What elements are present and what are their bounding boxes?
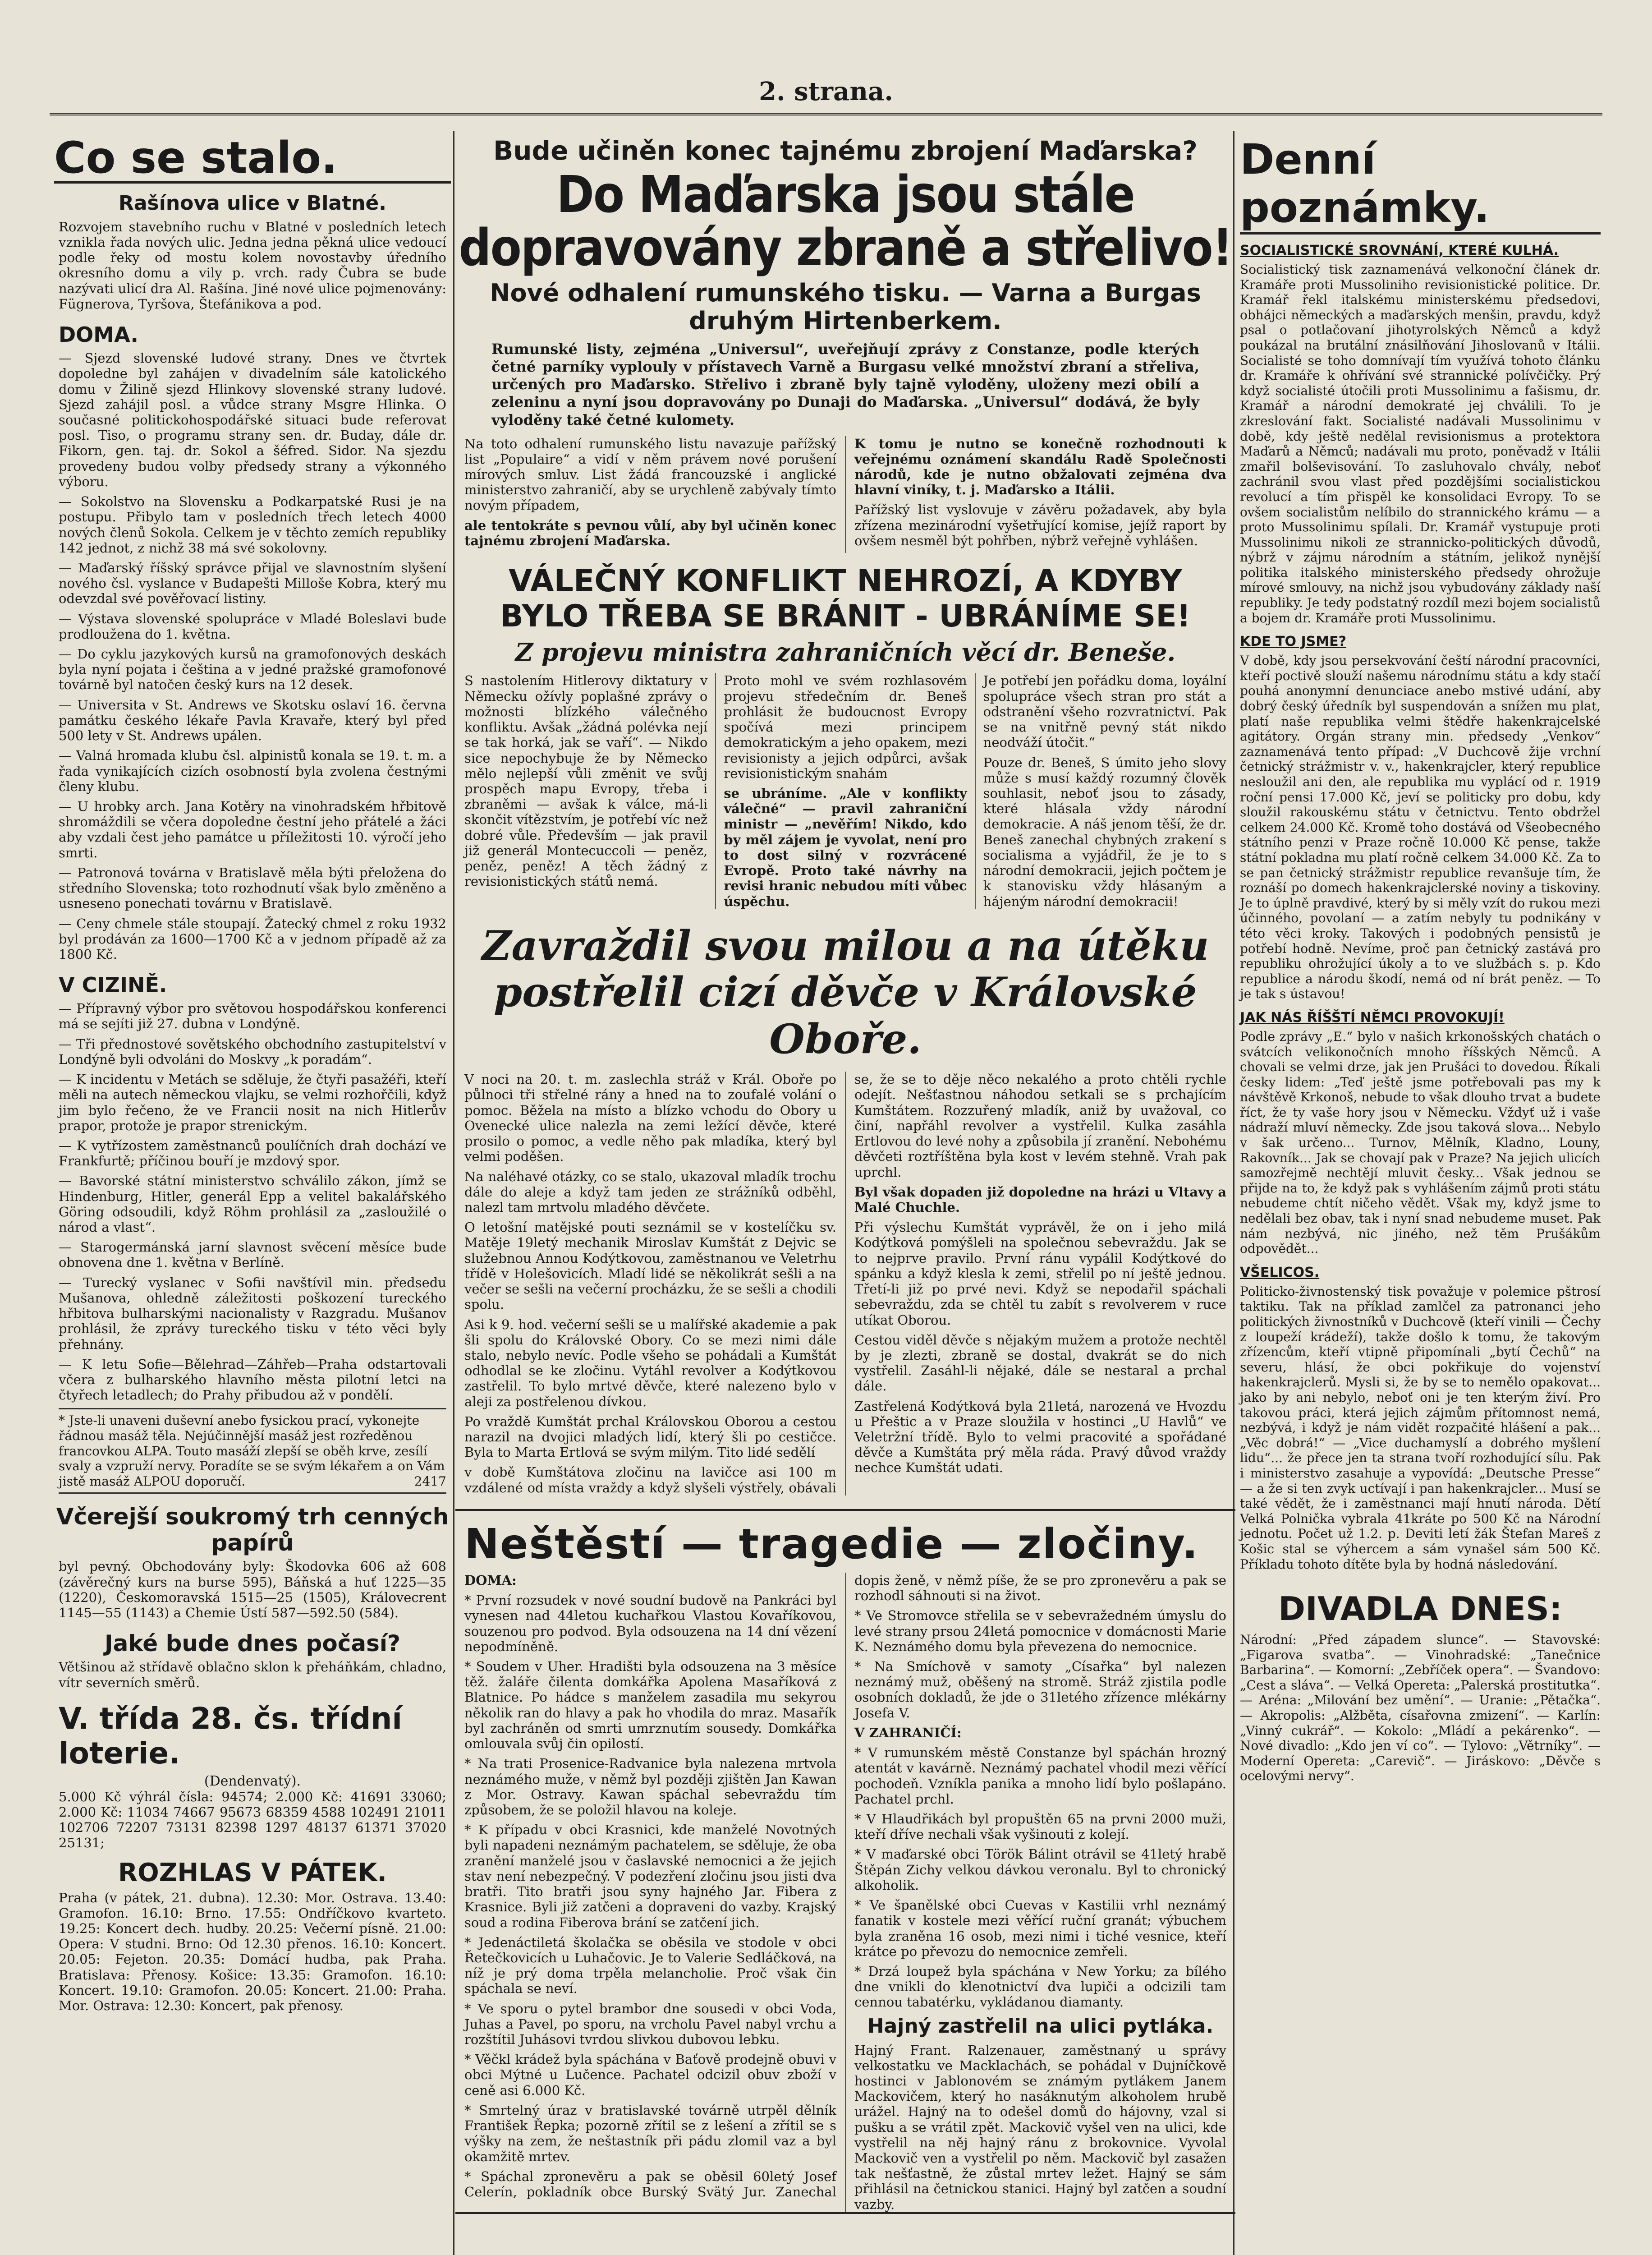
article-text: Asi k 9. hod. večerní sešli se u malířské akademie a pak šli spolu do Královské Obory. Co se mezi nimi dále stalo, nebylo nevíc. Podle všeho se pohádali a Kumštát odhodlal se ke zločinu. Vytáhl revolver a Kodýtkovou zastřelil. To bylo mrtvé děvče, které nalezeno bylo v aleji za postřelenou dívkou.	[464, 1316, 836, 1409]
article-body-maďarsko	[464, 436, 1226, 553]
main-subheadline: Nové odhalení rumunského tisku. — Varna a Burgas druhým Hirtenberkem.	[490, 279, 1201, 336]
headline-kde-to-jsme: KDE TO JSME?	[1240, 634, 1347, 650]
article-text: Proto mohl ve svém rozhlasovém projevu středečním dr. Beneš prohlásit že budoucnost Evropy spočívá mezi principem demokratickým a jeho opakem, mezi revisionisty a jejich odpůrci, avšak revisionistickým snahám	[724, 673, 967, 781]
crime-item: * Smrtelný úraz v bratislavské továrně utrpěl dělník František Řepka; pozorně zřítil se z lešení a zřítil se s výšky na zem, že neštastník při pádu zlomil vaz a byl okamžitě mrtev.	[464, 2102, 836, 2164]
subsection-doma: DOMA:	[464, 1572, 517, 1588]
crime-item: * První rozsudek v nové soudní budově na Pankráci byl vynesen nad 44letou kuchařkou Vlastou Kovaříkovou, souzenou pro podvod. Byla odsouzena na 14 dní vězení nepodmíněně.	[464, 1592, 836, 1654]
section-title-denni-poznamky: Denní poznámky.	[1240, 135, 1601, 235]
crime-item: * Drzá loupež byla spáchána v New Yorku; za bílého dne vnikli do klenotnictví dva lupiči a odcizili tam cennou tabatérku, vykládanou diamanty.	[854, 1963, 1226, 2010]
headline-divadla: DIVADLA DNES:	[1278, 1590, 1562, 1628]
article-text: Cestou viděl děvče s nějakým mužem a protože nechtěl by je zlezti, zbraně se dostal, dvakrát se do nich vystřelil. Zasáhl-li nějaké, dále se nestaral a prchal dále.	[854, 1332, 1226, 1394]
news-item: — U hrobky arch. Jana Kotěry na vinohradském hřbitově shromáždili se včera dopoledne čestní jeho přátelé a žáci aby vzdali čest jeho památce u příležitosti 10. výročí jeho smrti.	[59, 799, 446, 861]
middle-column	[455, 131, 1235, 2255]
article-text: Při výslechu Kumštát vyprávěl, že on i jeho milá Kodýtková pomýšleli na společnou sebevraždu. Jak se to nejprve pravilo. První ránu vypálil Kodýtkové do spánku a když klesla k zemi, střelil po ní ještě jednou. Třetí-li již po prvé nevi. Když se nepodařil spáchali sebevraždu, zda se chtěl tu zabít s revolverem v ruce utíkat Oborou.	[854, 1220, 1226, 1328]
crime-item: * V maďarské obci Török Bálint otrávil se 41letý hrabě Štěpán Zichy velkou dávkou veronalu. Byl to chronický alkoholik.	[854, 1846, 1226, 1893]
subheadline-benes: Z projevu ministra zahraničních věcí dr. Beneše.	[515, 638, 1176, 667]
article-body-vrazda	[464, 1072, 1226, 1496]
news-item: — Starogermánská jarní slavnost svěcení měsíce bude obnovena dne 1. května v Berlíně.	[59, 1239, 446, 1270]
news-item: — Universita v St. Andrews ve Skotsku oslaví 16. června památku českého lékaře Pavla Kravaře, který byl před 500 lety v St. Andrews upálen.	[59, 697, 446, 744]
radio-program: Praha (v pátek, 21. dubna). 12.30: Mor. Ostrava. 13.40: Gramofon. 16.10: Brno. 17.55: Ondříčkovo kvarteto. 19.25: Koncert dech. hudby. 20.25: Večerní písně. 21.00: Opera: V studni. Brno: Od 12.30 přenos. 16.10: Koncert. 20.05: Fejeton. 20.35: Domácí hudba, pak Praha. Bratislava: Přenosy. Košice: 13.35: Gramofon. 16.10: Koncert. 19.10: Gramofon. 20.05: Koncert. 21.00: Praha. Mor. Ostrava: 12.30: Koncert, pak přenosy.	[59, 1890, 446, 2014]
left-column	[50, 131, 455, 2255]
article-text: Podle zprávy „E.“ bylo v našich krkonošských chatách o svátcích velikonočních mnoho říšských Němců. A chovali se velmi drze, jak jen Prušáci to dovedou. Říkali česky lidem: „Teď ještě jsme potřebovali pas my k návštěvě Krkonoš, nebude to však dlouho trvat a budete říct, že ty vaše hory jsou v Německu. Vždyť už i vaše nádraží mluví německy. Zde jsou taková slova... Nebylo v šak určeno... Turnov, Mělník, Kladno, Louny, Rakovník... Jak se chovají pak v Praze? Na jejich ulicích samozřejmě nechtějí mluvit česky... Však jednou se přijde na to, že když pak s vyhlášením zájmů proti státu nebudeme chtít ničeho vědět. Však my, když jsme to nedělali bez obav, tak i nyní snad nebudeme muset. Pak nám nezbývá, nic jiného, než těm Prušákům odpovědět...	[1240, 1029, 1601, 1256]
theatre-listing: Národní: „Před západem slunce“. — Stavovské: „Figarova svatba“. — Vinohradské: „Tanečnice Barbarina“. — Komorní: „Zebříček opera“. — Švandovo: „Cest a sláva“. — Velká Opereta: „Palerská prostitutka“. — Aréna: „Milování bez umění“. — Uranie: „Pětačka“. — Akropolis: „Alžběta, císařovna zmizení“. — Karlín: „Vinný cukrář“. — Kokolo: „Mládí a pekárenko“. — Nové divadlo: „Kdo jen ví co“. — Tylovo: „Větrníky“. — Moderní Opereta: „Carevič“. — Jiráskovo: „Děvče s ocelovými nervy“.	[1240, 1632, 1601, 1784]
section-v-cizine: V CIZINĚ.	[59, 973, 167, 998]
news-item: — Maďarský říšský správce přijal ve slavnostním slyšení nového čsl. vyslance v Budapešti Milloše Kobra, který mu odevzdal své pověřovací listiny.	[59, 560, 446, 607]
news-item: — Patronová továrna v Bratislavě měla býti přeložena do středního Slovenska; toto rozhodnutí však bylo změněno a usneseno ponechati továrnu v Bratislavě.	[59, 865, 446, 911]
crime-item: * Spáchal zpronevěru a pak se oběsil 60letý Josef Celerín, pokladník obce Burský Svätý Jur. Zanechal dopis ženě, v němž píše, že se pro zpronevěru a pak se rozhodl sáhnouti si na život.	[464, 1572, 1226, 2200]
article-text: V době, kdy jsou persekvování čeští národní pracovníci, kteří poctivě slouží našemu národnímu státu a kdy stačí pouhá anonymní denunciace anebo mstivé udání, aby dobrý český úředník byl suspendován a snížen mu plat, platí naše republika velmi štědře hakenkrajcelské agitátory. Orgán strany min. předsedy „Venkov“ zaznamenává tento případ: „V Duchcově žije vrchní četnický strážmistr v. v., hakenkrajcler, který republice nesloužil ani den, ale republika mu vyplácí od r. 1919 roční pensi 17.000 Kč, jeví se politicky pro dobu, kdy sloužil rakouskému státu v četnictvu. Tento obdržel celkem 24.000 Kč. Kromě toho dostává od Všeobecného státního penzi v Praze ročně 10.000 Kč pense, takže státní pokladna mu platí ročně celkem 34.000 Kč. Za to se pan četnický strážmistr republice revanšuje tím, že roznáší po domech hakenkrajclerské noviny a tiskoviny. Je to úplně pravdivé, který by si měly vzít do rukou mezi účinného, povolaní — a zatím nebyly tu podnikány v této věci kroky. Takových i podobných pensistů je potřebí hodně. Nevíme, proč pan četnický zastává pro republiku ohrožující úkoly a to ve službách s. p. Kdo republice a národu škodí, nemá od ní brát peněz. — To je tak s ústavou!	[1240, 653, 1601, 1002]
headline-nestesti: Neštěstí — tragedie — zločiny.	[464, 1519, 1199, 1568]
lottery-day: (Dendenvatý).	[204, 1773, 301, 1789]
crime-item: * Jedenáctiletá školačka se oběsila ve stodole v obci Řetečkovicích u Luhačovic. Je to Valerie Sedláčková, na níž je prý doma trpěla melancholie. Proč však čin spáchala se neví.	[464, 1934, 836, 1997]
subsection-zahranici: V ZAHRANIČÍ:	[854, 1725, 962, 1740]
crime-item: * Na Smíchově v samoty „Císařka“ byl nalezen neznámý muž, oběšený na stromě. Stráž zjistila podle osobních dokladů, že jde o 31letého zřízence mlékárny Josefa V.	[854, 1659, 1226, 1721]
article-text: K tomu je nutno se konečně rozhodnouti k veřejnému oznámení skandálu Radě Společnosti národů, kde je nutno obžalovati zejména dva hlavní viníky, t. j. Maďarsko a Itálii.	[854, 436, 1226, 498]
news-item: — Tři přednostové sovětského obchodního zastupitelství v Londýně byli odvoláni do Moskvy „k poradám“.	[59, 1036, 446, 1067]
headline-loterie: V. třída 28. čs. třídní loterie.	[59, 1701, 403, 1771]
article-text: Byl však dopaden již dopoledne na hrázi u Vltavy a Malé Chuchle.	[854, 1184, 1226, 1215]
article-text: Zastřelená Kodýtková byla 21letá, narozená ve Hvozdu u Přeštic a v Praze sloužila v hostinci „U Havlů“ ve Veletržní třídě. Bylo to velmi pracovité a spořádané děvče a Kumštáta prý měla ráda. Pravý důvod vraždy nechce Kumštát udati.	[854, 1398, 1226, 1476]
headline-pocasi: Jaké bude dnes počasí?	[105, 1630, 400, 1657]
news-item: — Výstava slovenské spolupráce v Mladé Boleslavi bude prodloužena do 1. května.	[59, 611, 446, 642]
headline-trh-papiru: Včerejší soukromý trh cenných papírů	[56, 1504, 449, 1556]
news-item: — Valná hromada klubu čsl. alpinistů konala se 19. t. m. a řada vynikajících cizích osobností byla zvolena čestnými členy klubu.	[59, 748, 446, 794]
news-item: — Ceny chmele stále stoupají. Žatecký chmel z roku 1932 byl prodáván za 1600—1700 Kč a v jednom případě až za 1800 Kč.	[59, 916, 446, 962]
crime-item: * Ve Stromovce střelila se v sebevražedném úmyslu do levé strany prsou 24letá pomocnice v domácnosti Marie K. Neznámého domu byla převezena do nemocnice.	[854, 1608, 1226, 1654]
headline-pytlak: Hajný zastřelil na ulici pytláka.	[867, 2014, 1214, 2038]
crime-item: * V Hlaudřikách byl propuštěn 65 na prvni 2000 muži, kteří dříve nechali však vyšinouti z kolejí.	[854, 1811, 1226, 1842]
lottery-numbers: 5.000 Kč výhrál čísla: 94574; 2.000 Kč: 41691 33060; 2.000 Kč: 11034 74667 95673 68359 4588 102491 21011 102706 72207 73131 82398 1297 48137 61371 37020 25131;	[59, 1789, 446, 1851]
article-text: Pařížský list vyslovuje v závěru požadavek, aby byla zřízena mezinárodní vyšetřující komise, jejíž raport by ovšem nesměl být pohřben, nýbrž veřejně vyhlášen.	[854, 502, 1226, 548]
crime-item: * V rumunském městě Constanze byl spáchán hrozný atentát v kavárně. Neznámý pachatel vhodil mezi věřící pochodeň. Vzníkla panika a mnoho lidí bylo pošlapáno. Pachatel prchl.	[854, 1745, 1226, 1807]
headline-rissti-nemci: JAK NÁS ŘÍŠŠTÍ NĚMCI PROVOKUJÍ!	[1240, 1009, 1505, 1026]
crime-item: * Ve sporu o pytel brambor dne sousedi v obci Voda, Juhas a Pavel, po sporu, na vrcholu Pavel nabyl vrchu a rozštítil Juhásovi tvrdou slivkou dubovou lebku.	[464, 2001, 836, 2048]
main-headline: Do Maďarska jsou stále dopravovány zbraně a střelivo!	[459, 166, 1232, 277]
news-item: — Přípravný výbor pro světovou hospodářskou konferenci má se sejíti již 27. dubna v Londýně.	[59, 1001, 446, 1032]
headline-rozhlas: ROZHLAS V PÁTEK.	[118, 1858, 387, 1887]
article-text: Rozvojem stavebního ruchu v Blatné v posledních letech vznikla řada nových ulic. Jedna jedna pěkná ulice vedoucí podle řeky od mostu kolem novostavby úředního okresního domu a vily p. vrch. rady Čubra se bude nazývati ulicí dra Al. Rašína. Jiné nové ulice pojmenovány: Fügnerova, Tyršova, Štefánikova a pod.	[59, 219, 446, 312]
section-title-co-se-stalo: Co se stalo.	[54, 135, 451, 184]
article-text: O letošní matějské pouti seznámil se v kostelíčku sv. Matěje 19letý mechanik Miroslav Kumštát z Dejvic se služebnou Annou Kodýtkovou, zaměstnanou ve Veletrhu třídě v Holešovicích. Mladí lidé se několikrát sešli a na večer se sešli na večerní procházku, že se sešli a chodili spolu.	[464, 1220, 836, 1312]
article-text: Hajný Frant. Ralzenauer, zaměstnaný u správy velkostatku ve Macklachách, se pohádal v Dujníčkově hostinci v Jablonovém se známým pytlákem Janem Mackovičem, který ho nasáknutým alkoholem hrubě urážel. Hajný na to odešel domů do hájovny, vzal si pušku a se vrátil zpět. Mackovič vyšel ven na ulici, kde vystřelil na něj hajný ránu z brokovnice. Vyvolal Mackovič ven a vystřelil po něm. Mackovič byl zasažen tak nešťastně, že zůstal mrtev ležet. Hajný se sám přihlásil na četnickou stanici. Hajný byl zatčen a soudní vazby.	[854, 2042, 1226, 2212]
article-text: ale tentokráte s pevnou vůlí, aby byl učiněn konec tajnému zbrojení Maďarska.	[464, 517, 836, 548]
news-item: — Bavorské státní ministerstvo schválilo zákon, jímž se Hindenburg, Hitler, generál Epp a velitel bakalářského Göring odsoudili, když Röhm prohlásil za „zasloužilé o národ a vlast“.	[59, 1173, 446, 1235]
article-text: V noci na 20. t. m. zaslechla stráž v Král. Oboře po půlnoci tři střelné rány a hned na to zoufalé volání o pomoc. Běžela na místo a blízko vchodu do Obory u Ovenecké ulice nalezla na zemi ležící děvče, které prosilo o pomoc, a vedle něho pak mladíka, který byl velmi poděšen.	[464, 1072, 836, 1164]
weather-text: Většinou až střídavě oblačno sklon k přeháňkám, chladno, vítr severních směrů.	[59, 1659, 446, 1690]
ad-number: 2417	[414, 1473, 446, 1489]
headline-valecny-konflikt: VÁLEČNÝ KONFLIKT NEHROZÍ, A KDYBY BYLO TŘEBA SE BRÁNIT - UBRÁNÍME SE!	[500, 563, 1191, 635]
news-item: — Sokolstvo na Slovensku a Podkarpatské Rusi je na postupu. Přibylo tam v posledních třech letech 4000 nových členů Sokola. Celkem je v těchto zemích republiky 142 jednot, z nichž 38 má své sokolovny.	[59, 494, 446, 556]
article-text: Na naléhavé otázky, co se stalo, ukazoval mladík trochu dále do aleje a když tam jeden ze strážníků odběhl, nalezl tam mrtvolu mladého děvčete.	[464, 1169, 836, 1215]
ad-text: * Jste-li unaveni duševní anebo fysickou prací, vykonejte řádnou masáž těla. Nejúčinnější masáž jest rozředěnou francovkou ALPA. Touto masáží zlepší se oběh krve, zesílí svaly a vzpruží nervy. Poradíte se se svým lékařem a on Vám jistě masáž ALPOU doporučí.	[59, 1413, 445, 1489]
article-text: Po vraždě Kumštát prchal Královskou Oborou a cestou narazil na dvojici mladých lidí, který šli po cestičce. Byla to Marta Ertlová se svým milým. Tito lidé sedělí	[464, 1413, 836, 1460]
kicker-headline: Bude učiněn konec tajnému zbrojení Maďarska?	[493, 135, 1198, 166]
top-rule	[50, 113, 1602, 115]
crime-section	[455, 1509, 1235, 2214]
headline-zavrazdil: Zavraždil svou milou a na útěku postřelil cizí děvče v Královské Oboře.	[482, 921, 1209, 1063]
headline-rasinova: Rašínova ulice v Blatné.	[118, 191, 387, 215]
lead-paragraph: Rumunské listy, zejména „Universul“, uveřejňují zprávy z Constanze, podle kterých četné parníky vyplouly v přístavech Varně a Burgasu velké množství zbraní a střeliva, určených pro Maďarsko. Střelivo i zbraně byly tajně vyloděny, uloženy mezi obilí a zeleninu a nyní jsou dopravovány po Dunaji do Maďarska. „Universul“ dodává, že byly vyloděny také četné kulomety.	[491, 341, 1199, 428]
article-body-benes	[464, 673, 1226, 909]
news-item: — Turecký vyslanec v Sofii navštívil min. předsedu Mušanova, ohledně záležitosti poškození tureckého hřbitova bulharskými nacionalisty v Razgradu. Mušanov prohlásil, že zprávy tureckého tisku v této věci byly přehnány.	[59, 1275, 446, 1352]
article-text: v době Kumštátova zločinu na lavičce asi 100 m vzdálené od místa vraždy a když slyšeli výstřely, obávali se, že se to děje něco nekalého a proto chtěli rychle odejít. Nešťastnou náhodou setkali se s prchajícím Kumštátem. Rozzuřený mladík, aniž by uvažoval, co činí, napřáhl revolver a vystřelil. Kulka zasáhla Ertlovou do levé nohy a způsobila jí zranění. Nebohému děvčeti roztříštěna byla kost v levém stehně. Vrah pak uprchl.	[464, 1072, 1226, 1496]
news-item: — K vytřízostem zaměstnanců poulíčních drah dochází ve Frankfurtě; příčinou bouří je mzdový spor.	[59, 1137, 446, 1169]
section-doma: DOMA.	[59, 322, 138, 347]
right-column	[1235, 131, 1605, 2255]
news-item: — Do cyklu jazykových kursů na gramofonových deskách byla nyní pojata i čeština a v jedné pražské gramofonové továrně byl natočen český kurs na 12 desek.	[59, 646, 446, 693]
article-text: S nastolením Hitlerovy diktatury v Německu ožívly poplašné zprávy o možnosti blízkého válečného konfliktu. Avšak „žádná polévka nejí se tak horká, jak se vaří“. — Nikdo sice nepochybuje že by Německo mělo nejlepší vůli změnit ve svůj prospěch mapu Evropy, třeba i zbraněmi — avšak k válce, má-li skončit vítězstvím, je potřebí víc než dobré vůle. Především — jak pravil již generál Montecuccoli — peněz, peněz, peněz! A těch žádný z revisionistických států nemá.	[464, 673, 708, 889]
crime-item: * Soudem v Uher. Hradišti byla odsouzena na 3 měsíce těž. žaláře čilenta domkářka Apolena Masaříková z Blatnice. Po hádce s manželem zasadila mu sekyrou několik ran do hlavy a pak ho vhodila do mraz. Masařík byl zachráněn od smrti umrznutím sousedy. Domkářka omlouvala svůj čin opilostí.	[464, 1659, 836, 1752]
headline-vselicos: VŠELICOS.	[1240, 1264, 1320, 1280]
crime-item: * K případu v obci Krasnici, kde manželé Novotných byli napadeni neznámým pachatelem, se sděluje, že oba zranění manželé jsou v časlavské nemocnici a že jejich stav není nebezpečný. V podezření zločinu jsou jisti dva bratři. Tito bratři jsou syny hajného Jar. Fibera z Krasnice. Byli již zatčeni a dopraveni do vazby. Krajský soud a rodina Fiberova brání se zatčení jich.	[464, 1822, 836, 1930]
crime-item: * Na trati Prosenice-Radvanice byla nalezena mrtvola neznámého muže, v němž byl později zjištěn Jan Kawan z Mor. Ostravy. Kawan spáchal sebevraždu tím způsobem, že se položil hlavou na koleje.	[464, 1756, 836, 1818]
article-text: Je potřebí jen pořádku doma, loyální spolupráce všech stran pro stát a odstranění všeho rozvratnictví. Pak se na vnitřně pevný stát nikdo neodváží útočit.“	[983, 673, 1226, 750]
article-text: Politicko-živnostenský tisk považuje v polemice pštrosí taktiku. Tak na příklad zamlčel za patronanci jeho politických živnostníků v Duchcově (kteří vinili — Čechy z loupeží krádeží), takže došlo k tomu, že takovým zřízencům, kteří vtipně připomínali „bytí Čechů“ na severu, hlásí, že obci pokřikuje do vojenství hakenkrajclerů. Mysli si, že by se to nemělo opakovat... jako by ani nebylo, neboť oni je ten kterým živí. Pro takovou práci, která jejich zájmům přítomnost nemá, nezbývá, i když je nám vidět rozpačité hlášení a pak... „Věc dobrá!“ — „Vice duchamyslí a dobrého myšlení lidu“... že přece jen ta strana tvoří rozhodující sílu. Pak i ministerstvo zasahuje a vypovídá: „Deutsche Presse“ — a že si ten zvyk uctívají i pan hakenkrajcler... Musí se také vědět, že i zaměstnanci mají hnutí národa. Dětí Velká Polnička vybrala 41kráte po 500 Kč na Národní jednotu. Počet už 1.2. p. Deviti letí žák Štefan Mareš z Košic stal se výhercem a sám vynašel sám 500 Kč. Příkladu tohoto dítěte byla by hodná následování.	[1240, 1284, 1601, 1572]
article-text: Socialistický tisk zaznamenává velkonoční článek dr. Kramáře proti Mussoliniho revisionistické politice. Dr. Kramář řekl italskému ministerskému předsedovi, obhájci německých a maďarských menšin, pravdu, když psal o potlačovaní jihotyrolských Němců a když poukázal na brutální znásilňování Jihoslovanů v Itálii. Socialisté se toho domnívají tím využívá tohoto článku dr. Kramáře k ohřívání své strannické polívčičky. Prý když socialisté útočili proti Mussolinimu a fašismu, dr. Kramář a národní demokraté jej chválili. To je zkreslování fakt. Socialisté nadávali Mussolinimu v době, kdy ještě nedělal revisionismus a protektora Maďarů a Němců; nadávali mu proto, poněvadž v Itálii zmařil bolševisování. To zasluhovalo chvály, neboť zachránil svou vlast před pozdějšími socialistickou revolucí a tím přispěl ke konsolidaci Evropy. To se ovšem socialistům nelíbilo do strannického krámu — a proto Mussolinimu spílali. Dr. Kramář vystupuje proti Mussolinimu nikoli ze strannicko-politických důvodů, nýbrž v zájmu národním a státním, jelikož nynější politika italského ministerského předsedy ohrožuje mírové smlouvy, na nichž jsou vybudovány základy naší republiky. Je tedy podstatný rozdíl mezi bojem socialistů a bojem dr. Kramáře proti Mussolinimu.	[1240, 262, 1601, 626]
article-text: Pouze dr. Beneš, S úmito jeho slovy může s musí každý rozumný člověk souhlasit, neboť jsou to zásady, které hlásala vždy národní demokracie. A náš jenom těší, že dr. Beneš zanechal chybných zrakení s socialisma a vyjádřil, že je to s národní demokracii, jejich počtem je k stanovisku vždy hlásaným a hájeným národní demokracii!	[983, 755, 1226, 909]
news-item: — Sjezd slovenské ludové strany. Dnes ve čtvrtek dopoledne byl zahájen v divadelním sále katolického domu v Žilině sjezd Hlinkovy slovenské strany ludové. Sjezd zahájil posl. a vůdce strany Msgre Hlinka. O současné politickohospodářské situaci bude referovat posl. Tiso, o programu strany sen. dr. Buday, dále dr. Fikorn, gen. taj. dr. Sokol a šéfred. Sidor. Na sjezdu provedeny budou volby předsedy strany a výkonného výboru.	[59, 350, 446, 489]
headline-socialisticke-srovnani: SOCIALISTICKÉ SROVNÁNÍ, KTERÉ KULHÁ.	[1240, 243, 1559, 258]
market-text: byl pevný. Obchodovány byly: Škodovka 606 až 608 (závěrečný kurs na burse 595), Báňská a huť 1225—35 (1220), Českomoravská 1515—25 (1505), Královecrent 1145—55 (1143) a Chemie Ústí 587—592.50 (584).	[59, 1559, 446, 1621]
crime-item: * Věčkl krádež byla spáchána v Baťově prodejně obuvi v obci Mýtné u Lučence. Pachatel odcizil obuv zboží v ceně asi 6.000 Kč.	[464, 2052, 836, 2098]
article-text: se ubráníme. „Ale v konflikty válečné“ — pravil zahraniční ministr — „nevěřím! Nikdo, kdo by měl zájem je vyvolat, není pro to dost silný v rozvrácené Evropě. Proto také návrhy na revisi hranic nebudou míti vůbec úspěchu.	[724, 785, 967, 909]
crime-item: * Ve španělské obci Cuevas v Kastilii vrhl neznámý fanatik v kostele mezi věřící ruční granát; výbuchem byla zraněna 16 osob, mezi nimi i tiché vesnice, kteří krátce po převozu do nemocnice zemřeli.	[854, 1897, 1226, 1959]
news-item: — K letu Sofie—Bělehrad—Záhřeb—Praha odstartovali včera z bulharského hlavního města pilotní letci na čtyřech letadlech; do Prahy přibudou až v pondělí.	[59, 1356, 446, 1403]
page-number: 2. strana.	[759, 77, 893, 106]
article-text: Na toto odhalení rumunského listu navazuje pařížský list „Populaire“ a vidí v něm právem nové porušení mírových smluv. List žádá francouzské i anglické ministerstvo zahraničí, aby se urychleně zabývaly tímto novým případem,	[464, 436, 836, 513]
news-item: — K incidentu v Metách se sděluje, že čtyři pasažéři, kteří měli na autech německou vlajku, se velmi rozhořčili, když jim bylo řečeno, že ve Francii nosit na nich Hitlerův prapor, protože je prapor strenickým.	[59, 1072, 446, 1133]
crime-news-body	[464, 1573, 1226, 2212]
advertisement-alpa	[59, 1408, 446, 1494]
